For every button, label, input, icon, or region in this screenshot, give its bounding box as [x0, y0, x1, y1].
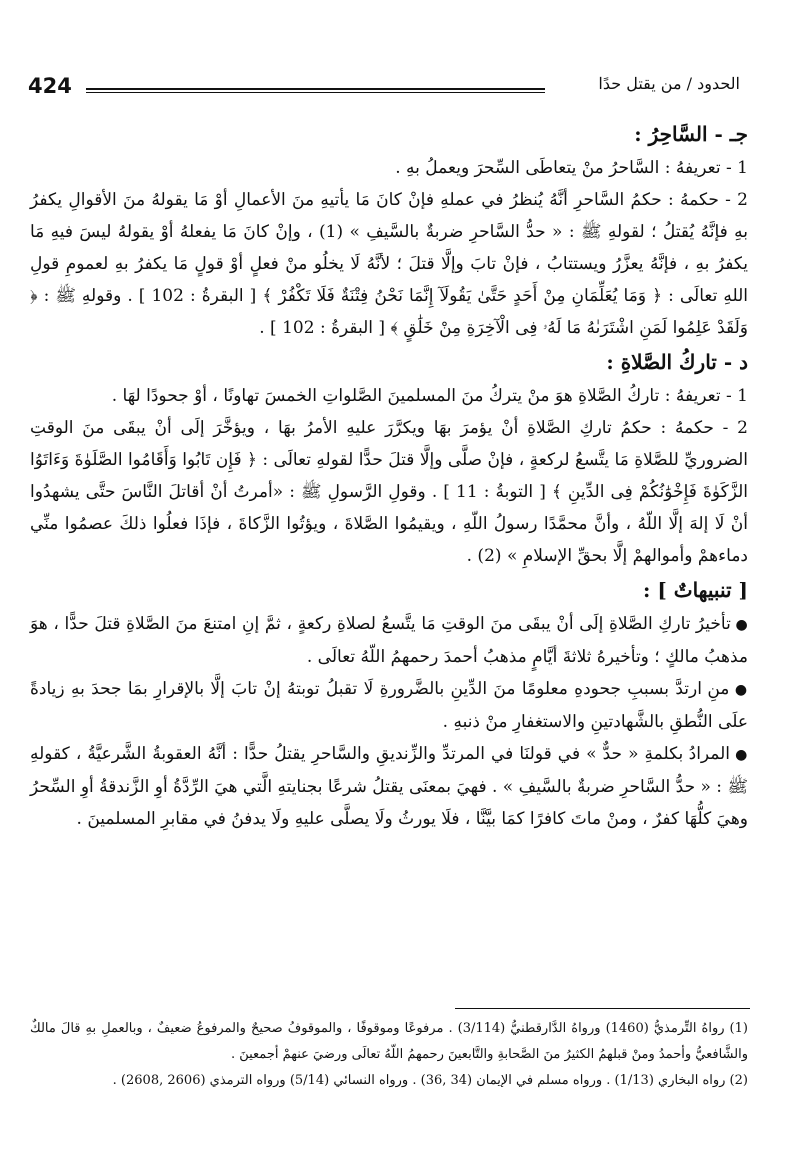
- section-heading: جـ - السَّاحِرُ :: [634, 122, 748, 146]
- page-header: [28, 68, 740, 108]
- note-bullet: ● منِ ارتدَّ بسببِ جحودهِ معلومًا منَ الدِّينِ بالضَّرورةِ لَا تقبلُ توبتهُ إنْ تابَ إلَّا بالإقرارِ بمَا جحدَ بهِ زيادةً علَى النُّطقِ بالشَّهادتينِ والاستغفارِ منْ ذنبهِ .: [30, 673, 748, 738]
- paragraph: 2 - حكمهُ : حكمُ السَّاحرِ أنَّهُ يُنظرُ في عملهِ فإنْ كانَ مَا يأتيهِ منَ الأعمالِ أوْ مَا يقولهُ منَ الأقوالِ يكفرُ بهِ فإنَّهُ يُقتلُ ؛ لقولهِ ﷺ : « حدُّ السَّاحرِ ضربةٌ بالسَّيفِ » (1) ، وإنْ كانَ مَا يفعلهُ أوْ يقولهُ ليسَ فيهِ مَا يكفرُ بهِ ، فإنَّهُ يعزَّرُ ويستتابُ ، فإنْ تابَ وإلَّا قتلَ ؛ لأنَّهُ لَا يخلُو منْ فعلٍ أوْ قولٍ مَا يكفرُ بهِ لعمومِ قولِ اللهِ تعالَى : ﴿ وَمَا يُعَلِّمَانِ مِنْ أَحَدٍ حَتَّىٰ يَقُولَآ إِنَّمَا نَحْنُ فِتْنَةٌ فَلَا تَكْفُرْ ﴾ [ البقرةُ : 102 ] . وقولهِ ﷺ : ﴿ وَلَقَدْ عَلِمُوا لَمَنِ اشْتَرَىٰهُ مَا لَهُۥ فِى الْآخِرَةِ مِنْ خَلَٰقٍ ﴾ [ البقرةُ : 102 ] .: [30, 190, 748, 338]
- footnote-rule: [455, 1008, 750, 1009]
- section-heading: د - تاركُ الصَّلاةِ :: [606, 350, 748, 374]
- paragraph: 2 - حكمهُ : حكمُ تاركِ الصَّلاةِ أنْ يؤمرَ بهَا ويكرَّرَ عليهِ الأمرُ بهَا ، ويؤخَّرَ إلَى أنْ يبقَى منَ الوقتِ الضروريِّ للصَّلاةِ مَا يتَّسعُ لركعةٍ ، فإنْ صلَّى وإلَّا قتلَ حدًّا لقولهِ تعالَى : ﴿ فَإِن تَابُوا وَأَقَامُوا الصَّلَوٰةَ وَءَاتَوُا الزَّكَوٰةَ فَإِخْوَٰنُكُمْ فِى الدِّينِ ﴾ [ التوبةُ : 11 ] . وقولِ الرَّسولِ ﷺ : «أمرتُ أنْ أقاتلَ النَّاسَ حتَّى يشهدُوا أنْ لَا إلهَ إلَّا اللّهُ ، وأنَّ محمَّدًا رسولُ اللّهِ ، ويقيمُوا الصَّلاةَ ، ويؤتُوا الزَّكاةَ ، فإذَا فعلُوا ذلكَ عصمُوا منِّي دماءهمْ وأموالهمْ إلَّا بحقِّ الإسلامِ » (2) .: [30, 418, 749, 566]
- footnote: (2) رواه البخاري (1/13) . ورواه مسلم في الإيمان (34 ,36) . ورواه النسائي (5/14) ورواه الترمذي (2606 ,2608) .: [112, 1073, 748, 1088]
- main-content: [30, 116, 748, 835]
- note-bullet: ● المرادُ بكلمةِ « حدٌّ » في قولنَا في المرتدِّ والزِّنديقِ والسَّاحرِ يقتلُ حدًّا : أنَّهُ العقوبةُ الشَّرعيَّةُ ، كقولهِ ﷺ : « حدُّ السَّاحرِ ضربةٌ بالسَّيفِ » . فهيَ بمعنَى يقتلُ شرعًا بجنايتهِ الَّتي هيَ الرِّدَّةُ أوِ الزَّندقةُ أوِ السِّحرُ وهيَ كلُّهَا كفرٌ ، ومنْ ماتَ كافرًا كمَا بيَّنَّا ، فلَا يورثُ ولَا يصلَّى عليهِ ولَا يدفنُ في مقابرِ المسلمينَ .: [30, 738, 748, 835]
- paragraph: 1 - تعريفهُ : تاركُ الصَّلاةِ هوَ منْ يتركُ منَ المسلمينَ الصَّلواتِ الخمسَ تهاونًا ، أوْ جحودًا لهَا .: [111, 386, 748, 406]
- header-rule: [86, 88, 545, 90]
- footnotes: [30, 1016, 748, 1094]
- header-rule-thin: [86, 92, 545, 93]
- footnote: (1) رواهُ التِّرمذيُّ (1460) ورواهُ الدَّارقطنيُّ (3/114) . مرفوعًا وموقوفًا ، والموقوفُ صحيحٌ والمرفوعُ ضعيفٌ ، وبالعملِ بهِ قالَ مالكٌ والشَّافعيُّ وأحمدُ ومنْ قبلهمُ الكثيرُ منَ الصَّحابةِ والتَّابعينَ رحمهمُ اللّهُ تعالَى ورضيَ عنهمْ أجمعينَ .: [30, 1021, 748, 1062]
- paragraph: 1 - تعريفهُ : السَّاحرُ منْ يتعاطَى السِّحرَ ويعملُ بهِ .: [395, 158, 748, 178]
- running-head: الحدود / من يقتل حدًا: [598, 74, 740, 93]
- note-bullet: ● تأخيرُ تاركِ الصَّلاةِ إلَى أنْ يبقَى منَ الوقتِ مَا يتَّسعُ لصلاةِ ركعةٍ ، ثمَّ إنِ امتنعَ منَ الصَّلاةِ قتلَ حدًّا ، هوَ مذهبُ مالكٍ ؛ وتأخيرهُ ثلاثةَ أيَّامٍ مذهبُ أحمدَ رحمهمُ اللّهُ تعالَى .: [30, 608, 748, 673]
- page-number: 424: [28, 74, 72, 98]
- section-heading: [ تنبيهاتٌ ] :: [642, 578, 748, 602]
